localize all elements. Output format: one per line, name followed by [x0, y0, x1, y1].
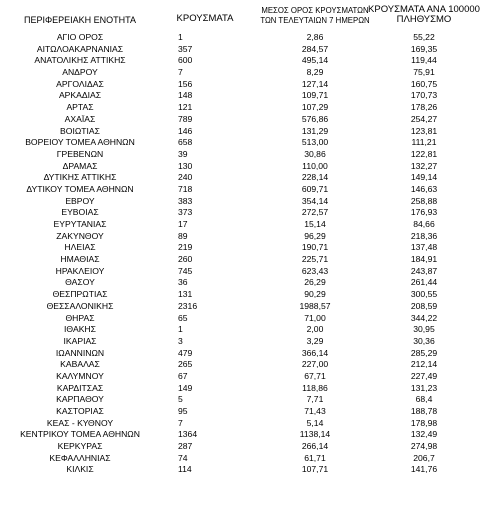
cell-region: ΕΥΡΥΤΑΝΙΑΣ	[53, 219, 107, 229]
cell-per-100000: 178,26	[410, 102, 438, 113]
cell-cases: 95	[178, 406, 188, 416]
cell-seven-day-average: 7,71	[306, 394, 324, 405]
cell-region: ΚΑΡΠΑΘΟΥ	[56, 394, 104, 405]
cell-per-100000: 111,21	[411, 137, 437, 148]
table-row	[0, 394, 485, 406]
cell-seven-day-average: 225,71	[301, 254, 329, 265]
table-row	[0, 55, 485, 67]
cell-cases: 3	[178, 335, 183, 346]
cell-region: ΘΗΡΑΣ	[65, 312, 95, 323]
cell-seven-day-average: 272,57	[301, 207, 329, 218]
table-row	[0, 242, 485, 254]
cell-cases: 74	[178, 452, 188, 463]
cell-region: ΘΕΣΣΑΛΟΝΙΚΗΣ	[46, 300, 114, 311]
cell-region: ΚΕΝΤΡΙΚΟΥ ΤΟΜΕΑ ΑΘΗΝΩΝ	[20, 429, 140, 440]
cell-cases: 265	[178, 359, 193, 370]
table-row	[0, 324, 485, 336]
table-row	[0, 313, 485, 325]
cell-region: ΕΒΡΟΥ	[65, 195, 95, 206]
cell-seven-day-average: 576,86	[301, 113, 329, 124]
table-row	[0, 453, 485, 465]
table-row	[0, 277, 485, 289]
table-row	[0, 90, 485, 102]
cell-region: ΚΑΒΑΛΑΣ	[60, 359, 100, 370]
cell-region: ΙΩΑΝΝΙΝΩΝ	[55, 347, 105, 358]
table-row	[0, 348, 485, 360]
table-row	[0, 184, 485, 196]
cell-region: ΚΑΡΔΙΤΣΑΣ	[56, 382, 104, 393]
cell-seven-day-average: 127,14	[301, 78, 329, 89]
table-row	[0, 359, 485, 371]
cell-per-100000: 261,44	[410, 277, 438, 288]
table-row	[0, 149, 485, 161]
cell-per-100000: 227,49	[410, 370, 438, 381]
cell-cases: 17	[178, 219, 188, 229]
cell-cases: 1	[178, 324, 183, 335]
table-row	[0, 231, 485, 243]
cell-cases: 89	[178, 230, 188, 241]
cell-region: ΚΙΛΚΙΣ	[66, 464, 94, 475]
cell-per-100000: 132,27	[410, 160, 438, 171]
table-row	[0, 102, 485, 114]
cell-per-100000: 30,95	[413, 324, 435, 335]
table-row	[0, 254, 485, 266]
cell-seven-day-average: 90,29	[304, 289, 326, 300]
cell-cases: 789	[178, 113, 193, 124]
cell-seven-day-average: 131,29	[301, 125, 329, 136]
cell-region: ΒΟΡΕΙΟΥ ΤΟΜΕΑ ΑΘΗΝΩΝ	[25, 137, 135, 148]
cell-cases: 36	[178, 277, 188, 288]
cell-per-100000: 208,59	[410, 300, 438, 311]
header-avg-line2: ΤΩΝ ΤΕΛΕΥΤΑΙΩΝ 7 ΗΜΕΡΩΝ	[260, 16, 370, 25]
cell-cases: 5	[178, 394, 183, 405]
table-row	[0, 429, 485, 441]
cell-seven-day-average: 110,00	[302, 160, 328, 171]
table-row	[0, 418, 485, 430]
cell-region: ΚΕΑΣ - ΚΥΘΝΟΥ	[46, 417, 114, 428]
table-row	[0, 383, 485, 395]
cell-region: ΗΛΕΙΑΣ	[64, 242, 96, 253]
cell-per-100000: 344,22	[410, 312, 438, 323]
cell-seven-day-average: 71,43	[304, 406, 326, 416]
table-row	[0, 114, 485, 126]
cell-cases: 65	[178, 312, 188, 323]
cell-cases: 156	[178, 78, 193, 89]
cell-region: ΑΧΑΪΑΣ	[64, 113, 96, 124]
table-row	[0, 32, 485, 44]
cell-per-100000: 206,7	[413, 452, 435, 463]
table-row	[0, 196, 485, 208]
cell-cases: 121	[178, 102, 193, 113]
cell-seven-day-average: 354,14	[301, 195, 329, 206]
cell-cases: 7	[178, 67, 183, 78]
cell-cases: 7	[178, 417, 183, 428]
cell-seven-day-average: 609,71	[301, 183, 329, 194]
cell-region: ΓΡΕΒΕΝΩΝ	[56, 148, 104, 159]
cell-per-100000: 188,78	[410, 406, 438, 416]
cell-per-100000: 176,93	[410, 207, 438, 218]
header-region: ΠΕΡΙΦΕΡΕΙΑΚΗ ΕΝΟΤΗΤΑ	[23, 15, 137, 25]
cell-per-100000: 131,23	[410, 382, 438, 393]
cell-per-100000: 243,87	[410, 265, 438, 276]
cell-seven-day-average: 8,29	[306, 67, 324, 78]
table-row	[0, 67, 485, 79]
cell-per-100000: 141,76	[410, 464, 438, 475]
table-row	[0, 44, 485, 56]
table-row	[0, 137, 485, 149]
cell-seven-day-average: 26,29	[304, 277, 326, 288]
cell-per-100000: 254,27	[410, 113, 438, 124]
header-per-100000	[362, 5, 485, 25]
cell-per-100000: 55,22	[413, 32, 435, 42]
cell-seven-day-average: 1988,57	[299, 300, 331, 311]
header-cases: ΚΡΟΥΣΜΑΤΑ	[176, 13, 234, 24]
cell-cases: 2316	[178, 300, 198, 311]
cell-cases: 658	[178, 137, 193, 148]
cell-region: ΑΡΤΑΣ	[66, 102, 94, 113]
cell-per-100000: 149,14	[410, 172, 438, 183]
cell-region: ΙΘΑΚΗΣ	[64, 324, 96, 335]
cell-seven-day-average: 2,00	[306, 324, 324, 335]
table-row	[0, 464, 485, 476]
cell-seven-day-average: 67,71	[304, 370, 326, 381]
cell-region: ΑΙΤΩΛΟΑΚΑΡΝΑΝΙΑΣ	[36, 43, 124, 54]
cell-cases: 114	[178, 464, 192, 475]
cell-region: ΑΝΔΡΟΥ	[62, 67, 98, 78]
cell-seven-day-average: 495,14	[301, 55, 329, 66]
cell-per-100000: 75,91	[413, 67, 435, 78]
cell-cases: 383	[178, 195, 193, 206]
table-row	[0, 441, 485, 453]
cell-per-100000: 178,98	[410, 417, 438, 428]
cell-seven-day-average: 513,00	[301, 137, 329, 148]
cell-per-100000: 170,73	[410, 90, 438, 101]
cell-seven-day-average: 266,14	[301, 441, 329, 452]
cell-region: ΘΑΣΟΥ	[65, 277, 95, 288]
cell-seven-day-average: 5,14	[306, 417, 324, 428]
cell-region: ΗΜΑΘΙΑΣ	[60, 254, 100, 265]
table-row	[0, 289, 485, 301]
cell-cases: 146	[178, 125, 193, 136]
cell-seven-day-average: 107,71	[301, 464, 329, 475]
cell-seven-day-average: 118,86	[302, 382, 328, 393]
cell-seven-day-average: 15,14	[304, 219, 326, 229]
cell-per-100000: 30,36	[413, 335, 435, 346]
cell-region: ΑΝΑΤΟΛΙΚΗΣ ΑΤΤΙΚΗΣ	[34, 55, 126, 66]
cell-per-100000: 258,88	[410, 195, 438, 206]
cell-region: ΔΥΤΙΚΗΣ ΑΤΤΙΚΗΣ	[43, 172, 117, 183]
cell-per-100000: 119,44	[411, 55, 437, 66]
cell-per-100000: 218,36	[410, 230, 438, 241]
cell-seven-day-average: 96,29	[304, 230, 326, 241]
cell-cases: 479	[178, 347, 193, 358]
cell-seven-day-average: 284,57	[301, 43, 329, 54]
cell-cases: 67	[178, 370, 188, 381]
cell-per-100000: 137,48	[410, 242, 438, 253]
cell-cases: 131	[178, 289, 193, 300]
cell-region: ΚΑΛΥΜΝΟΥ	[56, 370, 104, 381]
cell-region: ΑΡΚΑΔΙΑΣ	[58, 90, 102, 101]
cell-seven-day-average: 227,00	[301, 359, 329, 370]
cell-seven-day-average: 30,86	[304, 148, 326, 159]
table-row	[0, 161, 485, 173]
cell-region: ΑΡΓΟΛΙΔΑΣ	[56, 78, 104, 89]
cell-region: ΑΓΙΟ ΟΡΟΣ	[56, 32, 104, 42]
cell-seven-day-average: 1138,14	[299, 429, 331, 440]
cell-cases: 130	[178, 160, 193, 171]
cell-cases: 219	[178, 242, 193, 253]
table-row	[0, 406, 485, 418]
cell-region: ΘΕΣΠΡΩΤΙΑΣ	[52, 289, 108, 300]
cell-region: ΖΑΚΥΝΘΟΥ	[56, 230, 104, 241]
cell-seven-day-average: 61,71	[304, 452, 326, 463]
header-per-line2: ΠΛΗΘΥΣΜΟ	[396, 14, 452, 25]
cell-cases: 373	[178, 207, 193, 218]
table-row	[0, 79, 485, 91]
table-header	[0, 0, 485, 33]
cell-per-100000: 184,91	[410, 254, 438, 265]
cell-seven-day-average: 228,14	[301, 172, 329, 183]
table-row	[0, 266, 485, 278]
table-row	[0, 371, 485, 383]
table-row	[0, 207, 485, 219]
header-per-line1: ΚΡΟΥΣΜΑΤΑ ΑΝΑ 100000	[368, 4, 480, 15]
cell-cases: 357	[178, 43, 193, 54]
cell-seven-day-average: 366,14	[301, 347, 329, 358]
cell-cases: 149	[178, 382, 193, 393]
cell-seven-day-average: 107,29	[301, 102, 329, 113]
cell-region: ΚΕΦΑΛΛΗΝΙΑΣ	[49, 452, 111, 463]
cell-per-100000: 274,98	[410, 441, 438, 452]
cell-region: ΙΚΑΡΙΑΣ	[63, 335, 97, 346]
cell-cases: 718	[178, 183, 193, 194]
cell-region: ΗΡΑΚΛΕΙΟΥ	[55, 265, 105, 276]
cell-per-100000: 212,14	[410, 359, 438, 370]
table-body	[0, 32, 485, 476]
cell-region: ΔΥΤΙΚΟΥ ΤΟΜΕΑ ΑΘΗΝΩΝ	[26, 183, 134, 194]
cell-per-100000: 146,63	[410, 183, 438, 194]
cell-cases: 148	[178, 90, 193, 101]
cell-seven-day-average: 190,71	[301, 242, 329, 253]
cell-region: ΚΕΡΚΥΡΑΣ	[57, 441, 103, 452]
cell-region: ΕΥΒΟΙΑΣ	[61, 207, 99, 218]
cell-seven-day-average: 3,29	[306, 335, 324, 346]
table-row	[0, 219, 485, 231]
cell-seven-day-average: 623,43	[301, 265, 329, 276]
cell-per-100000: 123,81	[410, 125, 438, 136]
table-row	[0, 126, 485, 138]
cell-cases: 240	[178, 172, 193, 183]
cell-per-100000: 169,35	[410, 43, 438, 54]
cell-seven-day-average: 109,71	[301, 90, 329, 101]
cell-cases: 287	[178, 441, 193, 452]
cell-per-100000: 132,49	[410, 429, 438, 440]
cell-cases: 1364	[178, 429, 198, 440]
table-row	[0, 336, 485, 348]
cell-per-100000: 84,66	[413, 219, 435, 229]
cell-per-100000: 68,4	[415, 394, 433, 405]
cell-per-100000: 300,55	[410, 289, 438, 300]
cell-region: ΒΟΙΩΤΙΑΣ	[60, 125, 100, 136]
cell-cases: 600	[178, 55, 193, 66]
cell-region: ΔΡΑΜΑΣ	[62, 160, 98, 171]
table-row	[0, 172, 485, 184]
cell-per-100000: 285,29	[410, 347, 438, 358]
cell-cases: 260	[178, 254, 193, 265]
cell-per-100000: 122,81	[410, 148, 438, 159]
cell-seven-day-average: 2,86	[306, 32, 324, 42]
cell-region: ΚΑΣΤΟΡΙΑΣ	[56, 406, 104, 416]
cell-cases: 1	[178, 32, 183, 42]
cell-cases: 745	[178, 265, 193, 276]
cell-cases: 39	[178, 148, 188, 159]
table-row	[0, 301, 485, 313]
cell-seven-day-average: 71,00	[304, 312, 326, 323]
header-avg-line1: ΜΕΣΟΣ ΟΡΟΣ ΚΡΟΥΣΜΑΤΩΝ	[261, 6, 369, 15]
cell-per-100000: 160,75	[410, 78, 438, 89]
